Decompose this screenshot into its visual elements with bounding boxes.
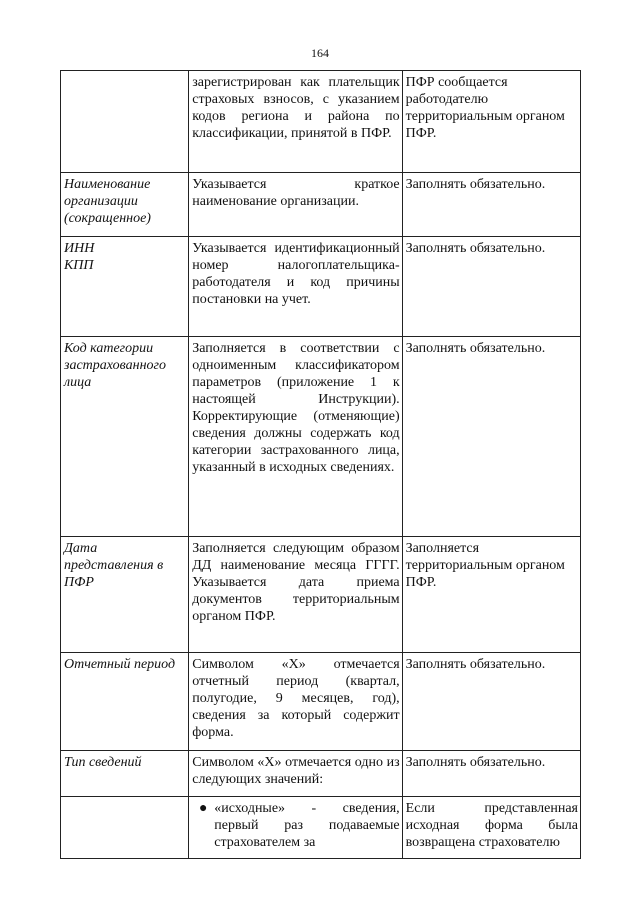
field-cell: Дата представления в ПФР [61, 537, 189, 653]
field-line-inn: ИНН [64, 241, 95, 256]
description-cell: Символом «Х» отмечается отчетный период (квартал, полугодие, 9 месяцев, год), сведения за который содержит форма. [189, 653, 402, 751]
note-cell: Заполнять обязательно. [402, 653, 580, 751]
description-cell: зарегистрирован как плательщик страховых взносов, с указанием кодов региона и района по классификации, принятой в ПФР. [189, 71, 402, 173]
field-cell [61, 71, 189, 173]
table-row [61, 71, 581, 173]
bullet-text: «исходные» - сведения, первый раз подаваемые страхователем за [214, 801, 400, 850]
field-cell: Наименование организации (сокращенное) [61, 173, 189, 237]
field-cell: Код категории застрахованного лица [61, 337, 189, 537]
description-cell: Заполняется в соответствии с одноименным классификатором параметров (приложение 1 к настоящей Инструкции). Корректирующие (отменяющие) сведения должны содержать код категории застрахованного лица, указанный в исходных сведениях. [189, 337, 402, 537]
note-cell: Заполняется территориальным органом ПФР. [402, 537, 580, 653]
description-cell: Заполняется следующим образом ДД наименование месяца ГГГГ. Указывается дата приема документов территориальным органом ПФР. [189, 537, 402, 653]
field-cell: Отчетный период [61, 653, 189, 751]
table-row [61, 337, 581, 537]
note-cell: Заполнять обязательно. [402, 751, 580, 797]
page-number: 164 [311, 46, 329, 60]
field-line-kpp: КПП [64, 258, 94, 273]
note-cell: Если представленная исходная форма была возвращена страхователю [402, 797, 580, 859]
note-cell: Заполнять обязательно. [402, 173, 580, 237]
table-row [61, 237, 581, 337]
bullet-icon: ● [199, 801, 208, 816]
instruction-table [60, 70, 581, 859]
table-row [61, 797, 581, 859]
description-cell: Указывается краткое наименование организации. [189, 173, 402, 237]
description-cell: Символом «Х» отмечается одно из следующих значений: [189, 751, 402, 797]
table-row [61, 653, 581, 751]
table-row [61, 537, 581, 653]
table-row [61, 173, 581, 237]
note-cell: Заполнять обязательно. [402, 337, 580, 537]
description-cell [189, 797, 402, 859]
note-cell: Заполнять обязательно. [402, 237, 580, 337]
description-cell: Указывается идентификационный номер налогоплательщика-работодателя и код причины постановки на учет. [189, 237, 402, 337]
field-cell [61, 797, 189, 859]
table-row [61, 751, 581, 797]
field-cell: Тип сведений [61, 751, 189, 797]
field-cell [61, 237, 189, 337]
note-cell: ПФР сообщается работодателю территориальным органом ПФР. [402, 71, 580, 173]
